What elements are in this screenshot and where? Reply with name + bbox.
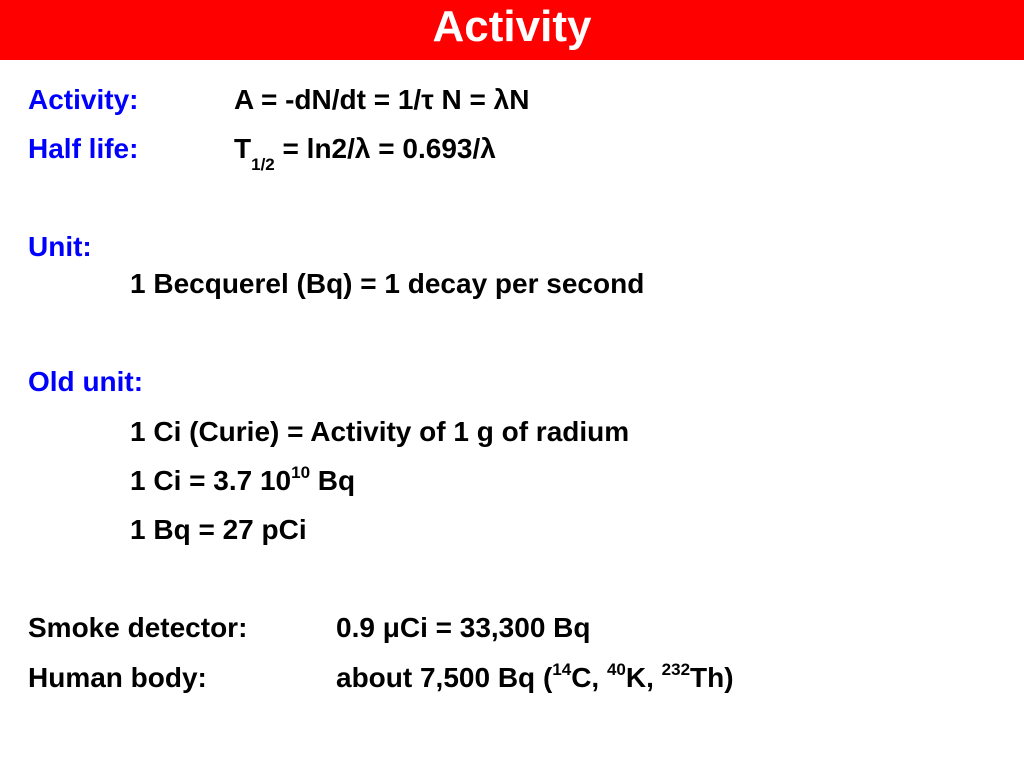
slide-title: Activity	[432, 2, 592, 51]
curie-conversion-end: Bq	[310, 465, 356, 496]
activity-row	[28, 86, 529, 114]
activity-formula-mid: N =	[433, 84, 494, 115]
human-body-row	[28, 659, 734, 693]
isotope-mass: 14	[552, 659, 572, 679]
exponent: 10	[291, 462, 311, 482]
lambda-symbol: λ	[480, 133, 496, 164]
smoke-detector-label: Smoke detector:	[28, 612, 248, 643]
smoke-detector-row	[28, 614, 591, 642]
smoke-detector-value-end: Ci = 33,300 Bq	[399, 612, 591, 643]
activity-formula-start: A = -dN/dt = 1/	[234, 84, 422, 115]
title-bar	[0, 0, 1024, 60]
lambda-symbol: λ	[354, 133, 371, 164]
isotope-mass: 40	[606, 659, 626, 679]
smoke-detector-value-start: 0.9	[336, 612, 383, 643]
unit-label: Unit:	[28, 231, 92, 262]
unit-definition: 1 Becquerel (Bq) = 1 decay per second	[130, 268, 645, 299]
tau-symbol: τ	[421, 84, 434, 115]
curie-conversion-start: 1 Ci = 3.7 10	[130, 465, 292, 496]
activity-formula-end: N	[509, 84, 530, 115]
isotope-symbol: C,	[571, 662, 607, 693]
mu-symbol: μ	[382, 612, 400, 643]
becquerel-conversion: 1 Bq = 27 pCi	[130, 514, 307, 545]
lambda-symbol: λ	[493, 84, 510, 115]
half-life-row	[28, 133, 496, 174]
human-body-label: Human body:	[28, 662, 207, 693]
curie-definition: 1 Ci (Curie) = Activity of 1 g of radium	[130, 416, 630, 447]
half-life-t: T	[234, 133, 252, 164]
half-life-label: Half life:	[28, 133, 139, 164]
half-life-subscript: 1/2	[251, 154, 275, 174]
isotope-mass: 232	[661, 659, 691, 679]
human-body-value-start: about 7,500 Bq (	[336, 662, 553, 693]
activity-label: Activity:	[28, 84, 139, 115]
isotope-symbol: Th)	[690, 662, 734, 693]
isotope-symbol: K,	[625, 662, 662, 693]
half-life-formula-mid: = ln2/	[274, 133, 355, 164]
old-unit-label: Old unit:	[28, 366, 144, 397]
curie-conversion	[130, 462, 356, 496]
half-life-formula-mid2: = 0.693/	[370, 133, 481, 164]
